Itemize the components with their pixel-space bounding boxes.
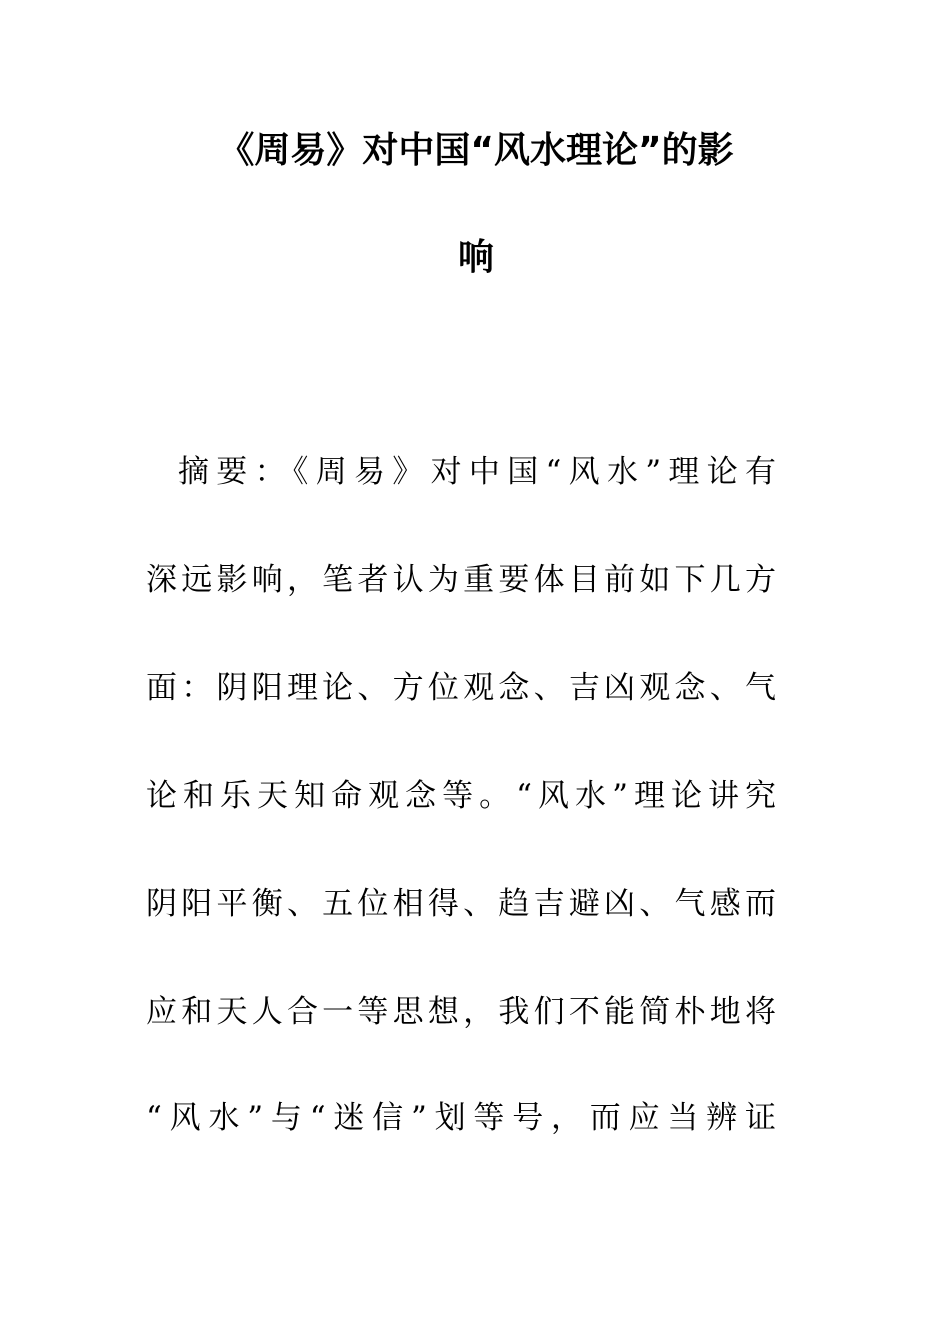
abstract-line-4: 论和乐天知命观念等。“风水”理论讲究 <box>146 778 776 814</box>
abstract-line-6: 应和天人合一等思想，我们不能简朴地将 <box>146 994 776 1030</box>
abstract-line-5: 阴阳平衡、五位相得、趋吉避凶、气感而 <box>146 886 776 922</box>
abstract-line-7: “风水”与“迷信”划等号，而应当辨证 <box>146 1100 776 1136</box>
abstract-line-1: 摘要：《周易》对中国“风水”理论有 <box>178 454 776 490</box>
abstract-line-2: 深远影响，笔者认为重要体目前如下几方 <box>146 562 776 598</box>
title-line-2: 响 <box>457 237 494 278</box>
abstract-line-3: 面：阴阳理论、方位观念、吉凶观念、气 <box>146 670 776 706</box>
title-line-1: 《周易》对中国“风水理论”的影 <box>218 130 734 171</box>
